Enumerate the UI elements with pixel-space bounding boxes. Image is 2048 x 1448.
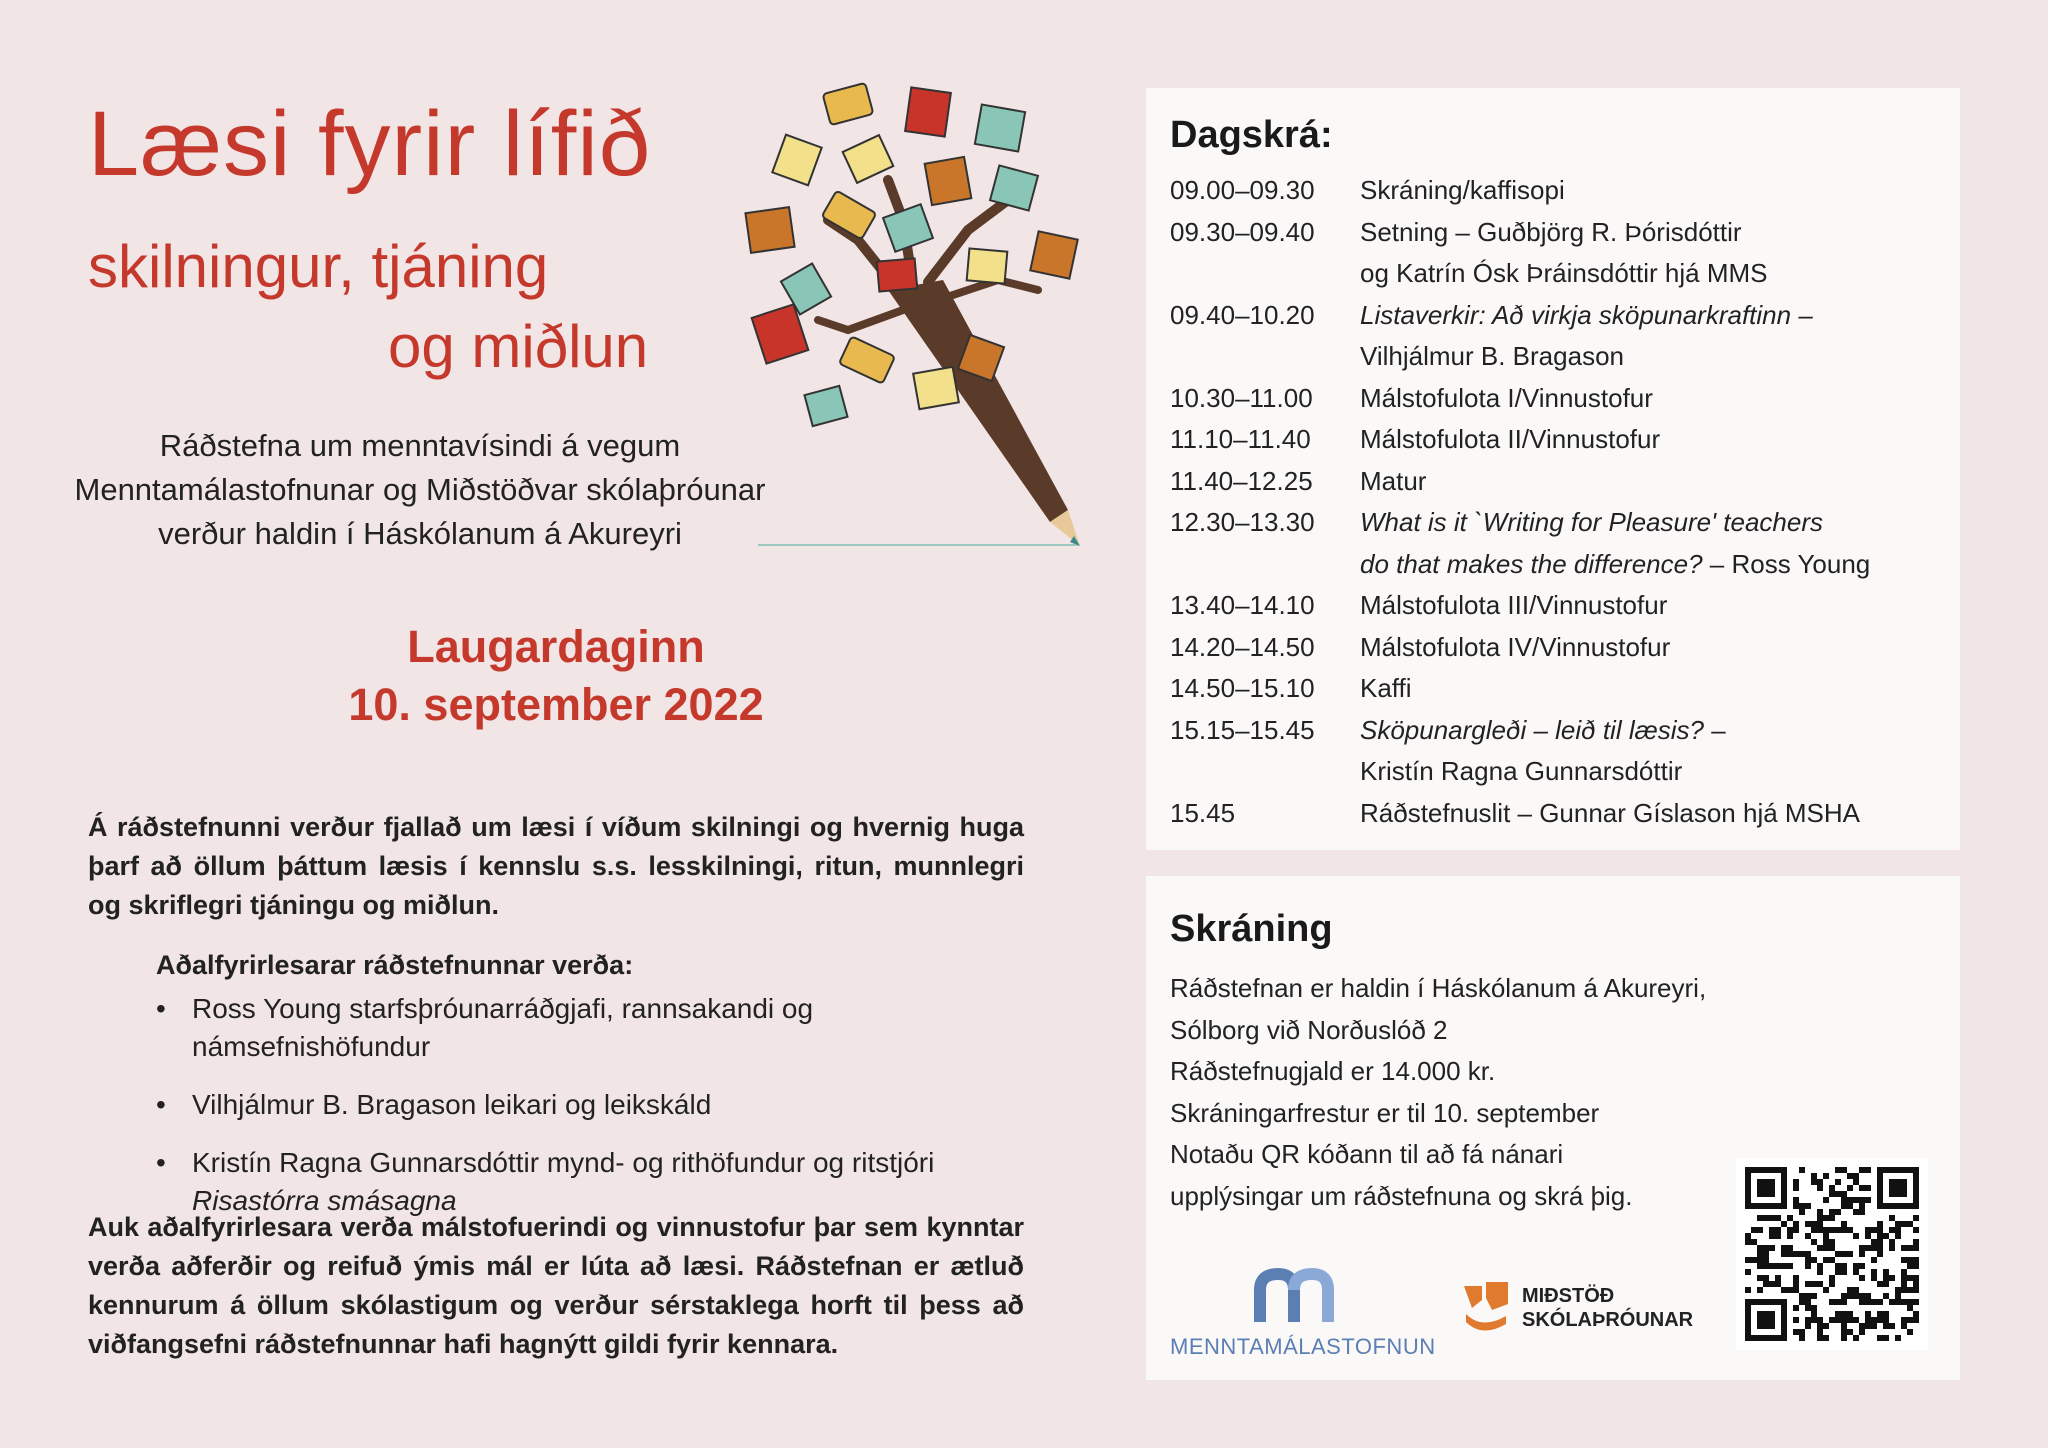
speakers-list xyxy=(156,990,1036,1240)
schedule-activity xyxy=(1360,710,1950,752)
msha-logo-line2: SKÓLAÞRÓUNAR xyxy=(1522,1309,1694,1331)
schedule-activity xyxy=(1360,627,1950,669)
schedule-time: 09.30–09.40 xyxy=(1170,216,1315,247)
event-subtitle-line1: skilningur, tjáning xyxy=(88,233,549,300)
schedule-time: 14.20–14.50 xyxy=(1170,631,1315,662)
schedule-activity-text: og Katrín Ósk Þráinsdóttir hjá MMS xyxy=(1360,258,1768,288)
speaker-publication: Risastórra smásagna xyxy=(192,1185,457,1216)
registration-line: Notaðu QR kóðann til að fá nánari xyxy=(1170,1139,1564,1169)
schedule-activity-italic: Listaverkir: Að virkja sköpunarkraftinn – xyxy=(1360,299,1813,330)
schedule-row xyxy=(1170,212,1950,254)
schedule-activity xyxy=(1360,793,1950,835)
msha-logo-text xyxy=(1522,1284,1693,1332)
msha-logo-icon xyxy=(1460,1280,1512,1334)
menntamalastofnun-logo xyxy=(1170,1268,1436,1368)
schedule-row xyxy=(1170,585,1950,627)
schedule-activity xyxy=(1360,585,1950,627)
speaker-text: Vilhjálmur B. Bragason leikari og leikskáld xyxy=(192,1089,712,1120)
speaker-text: Kristín Ragna Gunnarsdóttir mynd- og rithöfundur og ritstjóri xyxy=(192,1147,935,1178)
schedule-activity xyxy=(1360,253,1950,295)
schedule-row xyxy=(1170,336,1950,378)
schedule-row xyxy=(1170,295,1950,337)
schedule-activity-text: Setning – Guðbjörg R. Þórisdóttir xyxy=(1360,216,1742,247)
speaker-text: Ross Young starfsþróunarráðgjafi, rannsakandi og námsefnishöfundur xyxy=(192,993,814,1062)
schedule-activity-italic: What is it `Writing for Pleasure' teachers xyxy=(1360,507,1823,537)
schedule-activity-text: Vilhjálmur B. Bragason xyxy=(1360,341,1624,371)
event-intro xyxy=(70,424,770,556)
date-full: 10. september 2022 xyxy=(348,679,764,730)
mms-logo-icon xyxy=(1170,1268,1430,1328)
schedule-row xyxy=(1170,170,1950,212)
schedule-activity-text: Ráðstefnuslit – Gunnar Gíslason hjá MSHA xyxy=(1360,797,1861,828)
schedule-row xyxy=(1170,502,1950,544)
schedule-time: 09.40–10.20 xyxy=(1170,299,1315,330)
registration-info xyxy=(1170,968,1730,1217)
speaker-item xyxy=(156,1086,1036,1124)
schedule-time: 12.30–13.30 xyxy=(1170,507,1315,537)
schedule-activity-text: Matur xyxy=(1360,465,1427,496)
schedule-activity xyxy=(1360,336,1950,378)
bullet-icon: • xyxy=(156,993,166,1024)
schedule-row xyxy=(1170,751,1950,793)
date-weekday: Laugardaginn xyxy=(407,621,705,672)
schedule-row xyxy=(1170,793,1950,835)
event-title: Læsi fyrir lífið xyxy=(88,93,651,195)
schedule-row xyxy=(1170,544,1950,586)
speaker-item xyxy=(156,990,1036,1066)
schedule-time: 10.30–11.00 xyxy=(1170,382,1313,413)
registration-line: upplýsingar um ráðstefnuna og skrá þig. xyxy=(1170,1180,1633,1211)
schedule-activity xyxy=(1360,461,1950,503)
schedule-row xyxy=(1170,710,1950,752)
schedule-activity xyxy=(1360,544,1950,586)
schedule-row xyxy=(1170,419,1950,461)
bullet-icon: • xyxy=(156,1147,166,1178)
schedule-activity-text: Málstofulota IV/Vinnustofur xyxy=(1360,631,1671,662)
schedule-time xyxy=(1170,751,1360,793)
registration-line: Ráðstefnan er haldin í Háskólanum á Akureyri, xyxy=(1170,973,1707,1003)
schedule-activity xyxy=(1360,212,1950,254)
registration-title: Skráning xyxy=(1170,908,1333,950)
schedule-time xyxy=(1170,253,1360,295)
registration-card xyxy=(1146,876,1960,1380)
schedule-time: 11.40–12.25 xyxy=(1170,465,1313,496)
schedule-activity-italic: Sköpunargleði – leið til læsis? xyxy=(1360,714,1704,745)
schedule-activity xyxy=(1360,170,1950,212)
event-subtitle-line2: og miðlun xyxy=(388,313,649,380)
event-date xyxy=(300,618,812,734)
schedule-time xyxy=(1170,336,1360,378)
schedule-row xyxy=(1170,253,1950,295)
schedule-activity-italic: do that makes the difference? xyxy=(1360,548,1703,579)
schedule-activity-text: Kaffi xyxy=(1360,673,1412,703)
schedule-activity-text: – xyxy=(1703,714,1726,745)
schedule-time: 09.00–09.30 xyxy=(1170,175,1315,205)
schedule-activity xyxy=(1360,295,1950,337)
registration-line: Skráningarfrestur er til 10. september xyxy=(1170,1097,1600,1128)
schedule-row xyxy=(1170,627,1950,669)
schedule-activity-text: Málstofulota I/Vinnustofur xyxy=(1360,382,1653,413)
mms-logo-text: MENNTAMÁLASTOFNUN xyxy=(1170,1334,1436,1359)
schedule-row xyxy=(1170,668,1950,710)
schedule-time: 11.10–11.40 xyxy=(1170,424,1311,454)
schedule-activity xyxy=(1360,502,1950,544)
tree-icon xyxy=(738,70,1090,550)
schedule-time: 13.40–14.10 xyxy=(1170,590,1315,620)
registration-line: Sólborg við Norðuslóð 2 xyxy=(1170,1014,1448,1045)
qr-code-icon xyxy=(1736,1158,1928,1350)
schedule-activity xyxy=(1360,751,1950,793)
schedule-activity-text: Skráning/kaffisopi xyxy=(1360,175,1565,205)
midstod-skolathrounar-logo xyxy=(1460,1280,1700,1360)
schedule-row xyxy=(1170,378,1950,420)
schedule-time: 14.50–15.10 xyxy=(1170,673,1315,703)
speakers-heading: Aðalfyrirlesarar ráðstefnunnar verða: xyxy=(156,950,634,980)
qr-code[interactable] xyxy=(1736,1158,1928,1350)
schedule-activity xyxy=(1360,378,1950,420)
schedule-title: Dagskrá: xyxy=(1170,114,1333,156)
intro-line: Ráðstefna um menntavísindi á vegum xyxy=(159,428,681,463)
intro-line: verður haldin í Háskólanum á Akureyri xyxy=(158,516,682,551)
description-paragraph-2: Auk aðalfyrirlesara verða málstofuerindi og vinnustofur þar sem kynntar verða aðferðir og reifuð ýmis mál er lúta að læsi. Ráðstefnan er ætluð kennurum á öllum skólastigum og verður sérstaklega horft til þess að viðfangsefni ráðstefnunnar hafi hagnýtt gildi fyrir kennara. xyxy=(88,1212,1024,1359)
registration-line: Ráðstefnugjald er 14.000 kr. xyxy=(1170,1056,1496,1086)
description-paragraph: Á ráðstefnunni verður fjallað um læsi í víðum skilningi og hvernig huga þarf að öllum þáttum læsis í kennslu s.s. lesskilningi, ritun, munnlegri og skriflegri tjáningu og miðlun. xyxy=(88,812,1024,920)
schedule-activity-text: Kristín Ragna Gunnarsdóttir xyxy=(1360,756,1683,786)
schedule-list xyxy=(1170,170,1950,834)
schedule-time: 15.15–15.45 xyxy=(1170,714,1315,745)
schedule-activity-text: – Ross Young xyxy=(1702,548,1871,579)
msha-logo-line1: MIÐSTÖÐ xyxy=(1522,1285,1615,1307)
schedule-time xyxy=(1170,544,1360,586)
schedule-activity-text: Málstofulota II/Vinnustofur xyxy=(1360,424,1661,454)
bullet-icon: • xyxy=(156,1089,166,1120)
schedule-activity xyxy=(1360,419,1950,461)
book-tree-illustration xyxy=(738,70,1090,550)
intro-line: Menntamálastofnunar og Miðstöðvar skólaþróunar xyxy=(74,472,766,507)
schedule-row xyxy=(1170,461,1950,503)
schedule-activity xyxy=(1360,668,1950,710)
schedule-time: 15.45 xyxy=(1170,797,1236,828)
schedule-activity-text: Málstofulota III/Vinnustofur xyxy=(1360,590,1668,620)
schedule-card xyxy=(1146,88,1960,850)
